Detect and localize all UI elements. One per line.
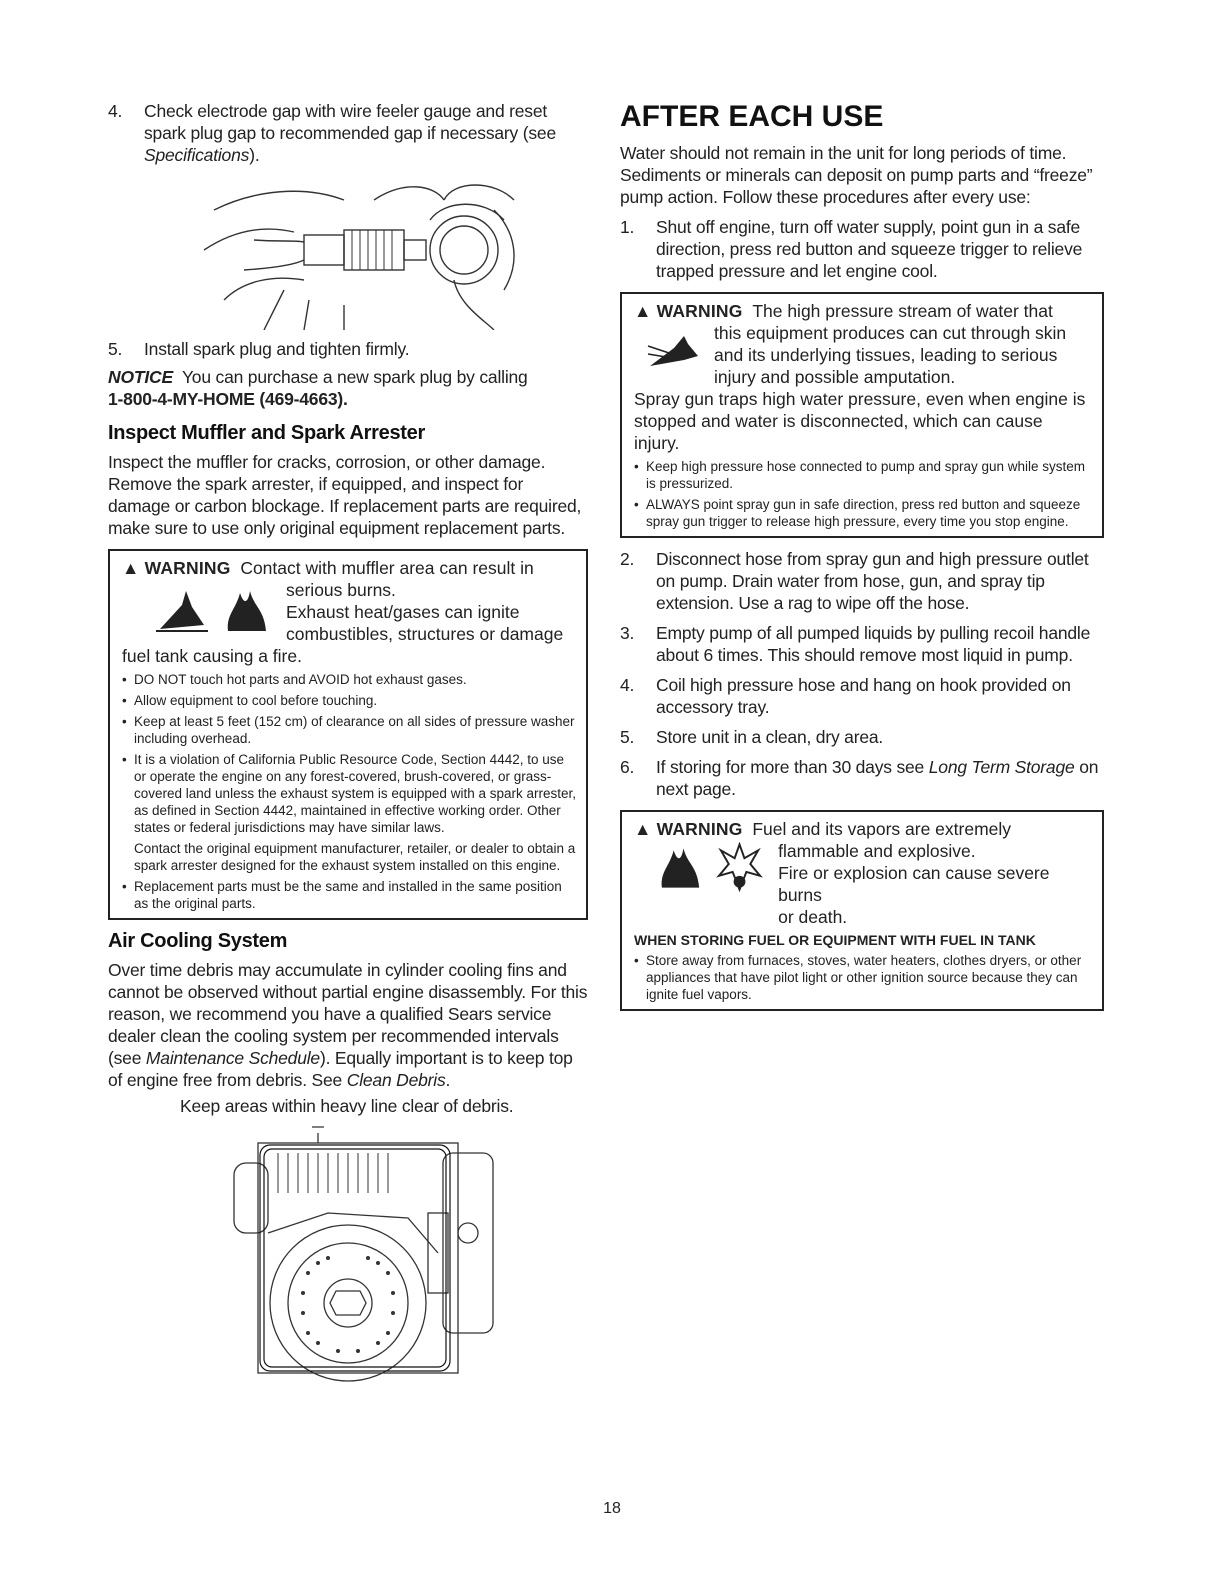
explosion-hazard-icon [715, 842, 764, 892]
left-column [108, 100, 588, 1393]
warning-triangle-icon: ▲ [634, 819, 652, 839]
injection-hazard-icon [644, 326, 704, 376]
fire-hazard-icon [656, 842, 705, 892]
step-4: 4. Coil high pressure hose and hang on hook provided on accessory tray. [620, 675, 1071, 717]
spark-plug-gap-illustration [194, 180, 524, 330]
list-item: • It is a violation of California Public Resource Code, Section 4442, to use or operate the engine on any forest-covered, brush-covered, or grass-covered land unless the exhaust system is equipped with a spark arrester, as defined in Section 4442, maintained in effective working order. Other states or federal jurisdictions may have similar laws. [122, 752, 576, 835]
list-item: • Keep at least 5 feet (152 cm) of clearance on all sides of pressure washer including overhead. [122, 714, 575, 746]
after-use-intro: Water should not remain in the unit for long periods of time. Sediments or minerals can deposit on pump parts and “freeze” pump action. Follow these procedures after every use: [620, 143, 1093, 207]
warning-triangle-icon: ▲ [122, 558, 140, 578]
muffler-heading: Inspect Muffler and Spark Arrester [108, 422, 425, 444]
list-item: • Keep high pressure hose connected to pump and spray gun while system is pressurized. [634, 459, 1086, 491]
step-6: 6. If storing for more than 30 days see Long Term Storage on next page. [620, 757, 1099, 799]
engine-caption: Keep areas within heavy line clear of debris. [180, 1096, 514, 1116]
right-column [620, 100, 1104, 1011]
muffler-warning-box: ▲ WARNING Contact with muffler area can result in serious burns. Exhaust heat/gases can ignite combustibles, structures or damage fuel tank causing a fire. • DO NOT touch hot parts and AVOID hot exhaust gases. • Allow equipment to cool before touching. • Keep at least 5 feet (152 cm) of clearance on all sides of pressure washer including overhead. • It is a violation of California Public Resource Code, Section 4442, to use or operate the engine on any forest-covered, brush-covered, or grass-covered land unless the exhaust system is equipped with a spark arrester, as defined in Section 4442, maintained in effective working order. Other states or federal jurisdictions may have similar laws. Contact the original equipment manufacturer, retailer, or dealer to obtain a spark arrester designed for the exhaust system installed on this engine. • Replacement parts must be the same and installed in the same position as the original parts. [108, 549, 588, 920]
list-item: • DO NOT touch hot parts and AVOID hot exhaust gases. [122, 672, 467, 687]
pressure-warning-box: ▲ WARNING The high pressure stream of water that this equipment produces can cut through skin and its underlying tissues, leading to serious injury and possible amputation. Spray gun traps high water pressure, even when engine is stopped and water is disconnected, which can cause injury. • Keep high pressure hose connected to pump and spray gun while system is pressurized. • ALWAYS point spray gun in safe direction, press red button and squeeze spray gun trigger to release high pressure, every time you stop engine. [620, 292, 1104, 538]
air-cooling-text: Over time debris may accumulate in cylinder cooling fins and cannot be observed without partial engine disassembly. For this reason, we recommend you have a qualified Sears service dealer clean the cooling system per recommended intervals (see Maintenance Schedule). Equally important is to keep top of engine free from debris. See Clean Debris. [108, 960, 588, 1090]
step-5: 5. Install spark plug and tighten firmly. [108, 339, 410, 359]
list-item: • Replacement parts must be the same and installed in the same position as the original parts. [122, 879, 562, 911]
after-each-use-heading: AFTER EACH USE [620, 100, 884, 133]
air-cooling-heading: Air Cooling System [108, 930, 288, 952]
step-4: 4. Check electrode gap with wire feeler gauge and reset spark plug gap to recommended gap if necessary (see Specifications). [108, 101, 556, 165]
burn-hazard-icon [152, 585, 212, 635]
notice: NOTICE You can purchase a new spark plug by calling 1-800-4-MY-HOME (469-4663). [108, 367, 528, 409]
step-3: 3. Empty pump of all pumped liquids by pulling recoil handle about 6 times. This should remove most liquid in pump. [620, 623, 1091, 665]
page-number: 18 [603, 1500, 621, 1517]
step-1: 1. Shut off engine, turn off water supply, point gun in a safe direction, press red button and squeeze trigger to relieve trapped pressure and let engine cool. [620, 217, 1083, 281]
step-5: 5. Store unit in a clean, dry area. [620, 727, 884, 747]
step-2: 2. Disconnect hose from spray gun and high pressure outlet on pump. Drain water from hose, gun, and spray tip extension. Use a rag to wipe off the hose. [620, 549, 1089, 613]
fire-hazard-icon [222, 585, 272, 635]
list-item: • Allow equipment to cool before touching. [122, 693, 378, 708]
list-item: • ALWAYS point spray gun in safe direction, press red button and squeeze spray gun trigger to release high pressure, every time you stop engine. [634, 497, 1081, 529]
engine-cooling-illustration [228, 1123, 508, 1393]
list-item: • Store away from furnaces, stoves, water heaters, clothes dryers, or other appliances that have pilot light or other ignition source because they can ignite fuel vapors. [634, 953, 1082, 1002]
fuel-warning-box: ▲ WARNING Fuel and its vapors are extremely flammable and explosive. Fire or explosion can cause severe burns or death. WHEN STORING FUEL OR EQUIPMENT WITH FUEL IN TANK • Store away from furnaces, stoves, water heaters, clothes dryers, or other appliances that have pilot light or other ignition source because they can ignite fuel vapors. [620, 810, 1104, 1011]
muffler-text: Inspect the muffler for cracks, corrosion, or other damage. Remove the spark arrester, if equipped, and inspect for damage or carbon blockage. If replacement parts are required, make sure to use only original equipment replacement parts. [108, 452, 582, 538]
warning-triangle-icon: ▲ [634, 301, 652, 321]
